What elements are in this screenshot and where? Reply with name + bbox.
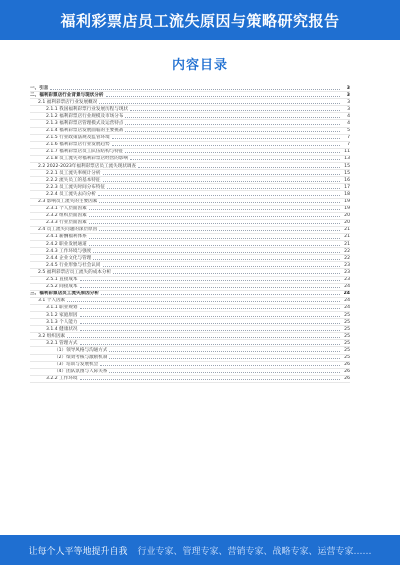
toc-entry-page: 13	[344, 156, 350, 162]
toc-leader-dots	[101, 294, 340, 295]
toc-entry[interactable]	[30, 362, 350, 369]
toc-entry-page: 20	[344, 213, 350, 219]
toc-entry-page: 25	[344, 347, 350, 353]
toc-leader-dots	[112, 145, 340, 146]
toc-leader-dots	[67, 301, 340, 302]
toc-leader-dots	[112, 138, 340, 139]
toc-entry[interactable]	[30, 156, 350, 163]
toc-leader-dots	[130, 110, 340, 111]
toc-entry[interactable]	[30, 355, 350, 362]
toc-entry-label: 2.3.3 行业层面因素	[46, 220, 87, 226]
footer-expert-list: 行业专家、管理专家、营销专家、战略专家、运营专家……	[137, 546, 372, 557]
toc-entry-label: 2.3.2 组织层面因素	[46, 213, 87, 219]
toc-entry-page: 21	[344, 241, 350, 247]
toc-entry-label: 3.2 组织因素	[38, 333, 66, 339]
toc-entry-label: 2.1.3 福利彩票店管理模式及运营特点	[46, 120, 124, 126]
toc-entry[interactable]	[30, 319, 350, 326]
toc-entry-page: 24	[344, 298, 350, 304]
toc-entry[interactable]	[30, 170, 350, 177]
toc-entry-page: 3	[346, 85, 350, 91]
toc-entry-page: 21	[344, 234, 350, 240]
toc-leader-dots	[99, 230, 340, 231]
toc-entry-page: 26	[344, 362, 350, 368]
document-title: 福利彩票店员工流失原因与策略研究报告	[60, 11, 340, 30]
toc-entry-page: 18	[344, 191, 350, 197]
toc-entry-label: （2）绩效考核与激励机制	[54, 355, 108, 361]
toc-leader-dots	[67, 337, 340, 338]
toc-entry[interactable]	[30, 248, 350, 255]
toc-entry-label: 三、福利彩票店员工流失原因分析	[30, 291, 99, 297]
toc-entry-page: 24	[344, 305, 350, 311]
toc-leader-dots	[80, 308, 340, 309]
toc-entry-page: 7	[347, 135, 350, 141]
toc-leader-dots	[109, 372, 340, 373]
footer-slogan: 让每个人平等地提升自我	[28, 546, 128, 557]
toc-entry-page: 17	[344, 184, 350, 190]
toc-entry[interactable]	[30, 234, 350, 241]
toc-entry-page: 25	[344, 333, 350, 339]
toc-entry[interactable]	[30, 255, 350, 262]
toc-entry-label: 2.4.3 工作环境与强度	[46, 248, 92, 254]
toc-leader-dots	[80, 316, 340, 317]
toc-entry-label: 2.1.7 福利彩票店员工队伍结构与特征	[46, 149, 124, 155]
toc-leader-dots	[80, 344, 340, 345]
toc-entry[interactable]	[30, 135, 350, 142]
toc-entry-page: 24	[343, 291, 350, 297]
toc-leader-dots	[109, 358, 340, 359]
toc-entry[interactable]	[30, 277, 350, 284]
toc-entry-page: 3	[347, 106, 350, 112]
toc-leader-dots	[125, 131, 340, 132]
toc-entry-page: 15	[344, 163, 350, 169]
toc-entry-page: 5	[347, 128, 350, 134]
toc-entry-page: 3	[346, 92, 350, 98]
toc-leader-dots	[103, 181, 341, 182]
toc-entry-label: 2.5.1 直接成本	[46, 277, 78, 283]
toc-entry[interactable]	[30, 262, 350, 269]
toc-entry-page: 25	[344, 326, 350, 332]
toc-entry-label: 2.2.3 员工流失时间分布特征	[46, 184, 106, 190]
toc-entry[interactable]	[30, 92, 350, 99]
toc-leader-dots	[99, 103, 340, 104]
toc-entry-label: 2.1.1 我国福利彩票行业发展历程与现状	[46, 106, 129, 112]
toc-entry[interactable]	[30, 284, 350, 291]
toc-entry[interactable]	[30, 305, 350, 312]
toc-entry-page: 23	[344, 277, 350, 283]
toc-leader-dots	[113, 273, 340, 274]
toc-entry-page: 19	[344, 199, 350, 204]
toc-leader-dots	[125, 117, 340, 118]
toc-entry-label: 2.2.2 流失员工的基本特征	[46, 177, 101, 183]
toc-leader-dots	[107, 188, 340, 189]
toc-leader-dots	[100, 365, 340, 366]
toc-entry-page: 3	[347, 99, 350, 105]
toc-leader-dots	[50, 89, 340, 90]
toc-entry-page: 19	[344, 206, 350, 212]
toc-entry[interactable]	[30, 213, 350, 220]
toc-entry-label: 2.1 福利彩票店行业发展概况	[38, 99, 98, 105]
footer-banner	[0, 535, 400, 565]
toc-entry-label: 2.1.5 行业政策法规及监管环境	[46, 135, 110, 141]
toc-leader-dots	[125, 124, 340, 125]
toc-entry-page: 15	[344, 170, 350, 176]
toc-entry-page: 25	[344, 312, 350, 318]
toc-entry[interactable]	[30, 340, 350, 347]
toc-entry-label: 3.1.2 家庭原因	[46, 312, 78, 318]
toc-entry-label: （4）团队氛围与人际关系	[54, 369, 108, 375]
toc-entry[interactable]	[30, 99, 350, 106]
toc-entry-label: 2.1.6 福利彩票店行业发展趋势	[46, 142, 110, 148]
toc-entry[interactable]	[30, 206, 350, 213]
toc-leader-dots	[99, 202, 340, 203]
toc-entry[interactable]	[30, 184, 350, 191]
toc-entry-label: 2.4.2 职业发展通道	[46, 241, 87, 247]
toc-leader-dots	[89, 238, 340, 239]
toc-leader-dots	[103, 174, 341, 175]
toc-entry-label: 2.5.2 间接成本	[46, 284, 78, 290]
toc-entry-label: 2.2 2022-2023年福利彩票店员工流失现状调查	[38, 163, 137, 169]
toc-entry[interactable]	[30, 177, 350, 184]
toc-entry[interactable]	[30, 376, 350, 383]
toc-entry[interactable]	[30, 120, 350, 127]
toc-entry-label: 3.2.2 工作环境	[46, 376, 78, 382]
toc-entry-page: 25	[344, 319, 350, 325]
toc-leader-dots	[93, 252, 340, 253]
toc-entry[interactable]	[30, 291, 350, 298]
toc-entry-page: 25	[344, 340, 350, 346]
toc-entry[interactable]	[30, 142, 350, 149]
toc-leader-dots	[130, 159, 340, 160]
toc-entry-page: 20	[344, 220, 350, 226]
toc-entry-page: 16	[344, 177, 350, 183]
toc-entry-page: 23	[344, 269, 350, 275]
toc-leader-dots	[106, 96, 340, 97]
toc-entry[interactable]	[30, 113, 350, 120]
toc-entry-page: 23	[344, 262, 350, 268]
toc-entry[interactable]	[30, 149, 350, 156]
toc-entry-label: 2.4 员工流失问题的深层原因	[38, 227, 98, 233]
toc-entry[interactable]	[30, 298, 350, 305]
table-of-contents	[30, 85, 350, 383]
toc-leader-dots	[98, 195, 340, 196]
toc-leader-dots	[80, 287, 340, 288]
toc-entry-label: 2.4.1 薪酬福利体系	[46, 234, 87, 240]
toc-leader-dots	[138, 167, 340, 168]
toc-entry-page: 7	[347, 142, 350, 148]
toc-entry-label: 2.2.1 员工流失率统计分析	[46, 170, 101, 176]
toc-leader-dots	[80, 379, 340, 380]
toc-entry-page: 22	[344, 248, 350, 254]
toc-entry-page: 26	[344, 369, 350, 375]
toc-entry[interactable]	[30, 269, 350, 276]
toc-entry-page: 4	[347, 113, 350, 119]
toc-entry-page: 25	[344, 355, 350, 361]
toc-entry-page: 21	[344, 227, 350, 233]
toc-entry-page: 4	[347, 120, 350, 126]
toc-leader-dots	[89, 223, 340, 224]
toc-leader-dots	[89, 209, 340, 210]
toc-entry[interactable]	[30, 220, 350, 227]
toc-entry-label: 3.1.1 职业规划	[46, 305, 78, 311]
toc-leader-dots	[89, 245, 340, 246]
toc-leader-dots	[125, 152, 340, 153]
toc-entry-label: （1）领导风格与沟通方式	[54, 347, 108, 353]
toc-entry-label: 2.4.4 企业文化与管理	[46, 255, 92, 261]
toc-entry-label: （3）培训与发展机会	[54, 362, 99, 368]
toc-entry-label: 3.2.1 管理方式	[46, 340, 78, 346]
toc-entry[interactable]	[30, 227, 350, 234]
toc-entry[interactable]	[30, 163, 350, 170]
toc-entry-label: 3.1.4 健康状况	[46, 326, 78, 332]
toc-entry-page: 26	[344, 376, 350, 382]
toc-leader-dots	[93, 259, 340, 260]
toc-entry[interactable]	[30, 333, 350, 340]
toc-entry[interactable]	[30, 191, 350, 198]
toc-entry[interactable]	[30, 369, 350, 376]
document-title-banner	[0, 0, 400, 40]
toc-entry-label: 2.3.1 个人层面因素	[46, 206, 87, 212]
toc-entry[interactable]	[30, 347, 350, 354]
toc-heading: 内容目录	[171, 58, 228, 73]
toc-entry[interactable]	[30, 326, 350, 333]
toc-entry[interactable]	[30, 199, 350, 206]
toc-entry-label: 二、福利彩票店行业背景与现状分析	[30, 92, 104, 98]
toc-entry-label: 3.1.3 个人能力	[46, 319, 78, 325]
toc-entry-label: 2.1.2 福利彩票店行业规模及市场分布	[46, 113, 124, 119]
toc-entry[interactable]	[30, 128, 350, 135]
toc-entry-label: 2.5 福利彩票店员工流失的成本分析	[38, 269, 112, 275]
toc-entry-label: 2.3 影响员工流失的主要因素	[38, 199, 98, 204]
toc-entry-label: 3.1 个人因素	[38, 298, 66, 304]
toc-leader-dots	[80, 323, 340, 324]
toc-leader-dots	[80, 280, 340, 281]
toc-entry-label: 2.1.8 员工流失对福利彩票店经营的影响	[46, 156, 129, 162]
toc-entry[interactable]	[30, 241, 350, 248]
toc-entry[interactable]	[30, 312, 350, 319]
toc-leader-dots	[109, 351, 340, 352]
toc-leader-dots	[80, 330, 340, 331]
toc-entry[interactable]	[30, 106, 350, 113]
toc-entry-label: 一、引言	[30, 85, 49, 91]
toc-entry-label: 2.2.4 员工流失去向分析	[46, 191, 96, 197]
toc-leader-dots	[103, 266, 341, 267]
toc-entry-page: 11	[344, 149, 350, 155]
toc-entry-page: 24	[344, 284, 350, 290]
toc-entry-page: 22	[344, 255, 350, 261]
toc-entry[interactable]	[30, 85, 350, 92]
toc-entry-label: 2.4.5 行业形象与社会认同	[46, 262, 101, 268]
toc-leader-dots	[89, 216, 340, 217]
toc-entry-label: 2.1.4 福利彩票店发展面临的主要挑战	[46, 128, 124, 134]
